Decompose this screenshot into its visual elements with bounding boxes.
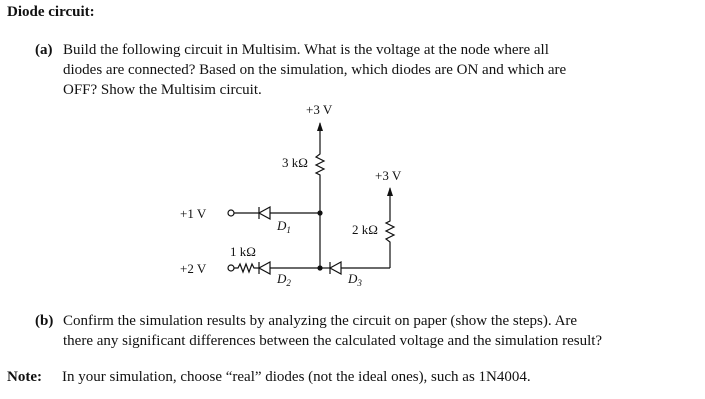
junction-dot-node — [317, 210, 322, 215]
top-supply-arrow — [317, 122, 323, 131]
note-label: Note: — [7, 369, 42, 385]
part-b-label: (b) — [35, 313, 54, 329]
right-supply-label: +3 V — [375, 168, 402, 183]
d2-label: $D_2$ — [277, 271, 291, 288]
note — [7, 369, 531, 386]
part-b-line-2: there any significant differences between the calculated voltage and the simulation result? — [63, 333, 603, 349]
note-text: In your simulation, choose “real” diodes (not the ideal ones), such as 1N4004. — [62, 369, 531, 385]
d3-label: $D_3$ — [348, 271, 362, 288]
input-2-label: +2 V — [180, 261, 207, 276]
part-b-line-1: Confirm the simulation results by analyzing the circuit on paper (show the steps). Are — [63, 313, 578, 329]
resistor-1k-label: 1 kΩ — [230, 244, 256, 259]
part-a-line-2: diodes are connected? Based on the simulation, which diodes are ON and which are — [63, 62, 567, 78]
input-2-terminal — [228, 265, 234, 271]
resistor-3k-symbol — [316, 150, 324, 180]
part-a-line-3: OFF? Show the Multisim circuit. — [63, 82, 262, 98]
d2-triangle — [259, 262, 270, 274]
input-1-label: +1 V — [180, 206, 207, 221]
d3-triangle — [330, 262, 341, 274]
junction-dot-d2 — [317, 265, 322, 270]
input-1-terminal — [228, 210, 234, 216]
resistor-2k-label: 2 kΩ — [352, 222, 378, 237]
resistor-1k-symbol — [234, 264, 259, 272]
resistor-3k-label: 3 kΩ — [282, 155, 308, 170]
part-b-question — [35, 311, 685, 351]
section-heading: Diode circuit: — [7, 4, 95, 20]
part-a-line-1: Build the following circuit in Multisim. What is the voltage at the node where all — [63, 42, 549, 58]
resistor-2k-symbol — [386, 216, 394, 245]
part-a-label: (a) — [35, 42, 53, 58]
top-supply-label: +3 V — [306, 102, 333, 117]
d1-triangle — [259, 207, 270, 219]
right-supply-arrow — [387, 187, 393, 196]
d1-label: $D_1$ — [277, 218, 291, 235]
